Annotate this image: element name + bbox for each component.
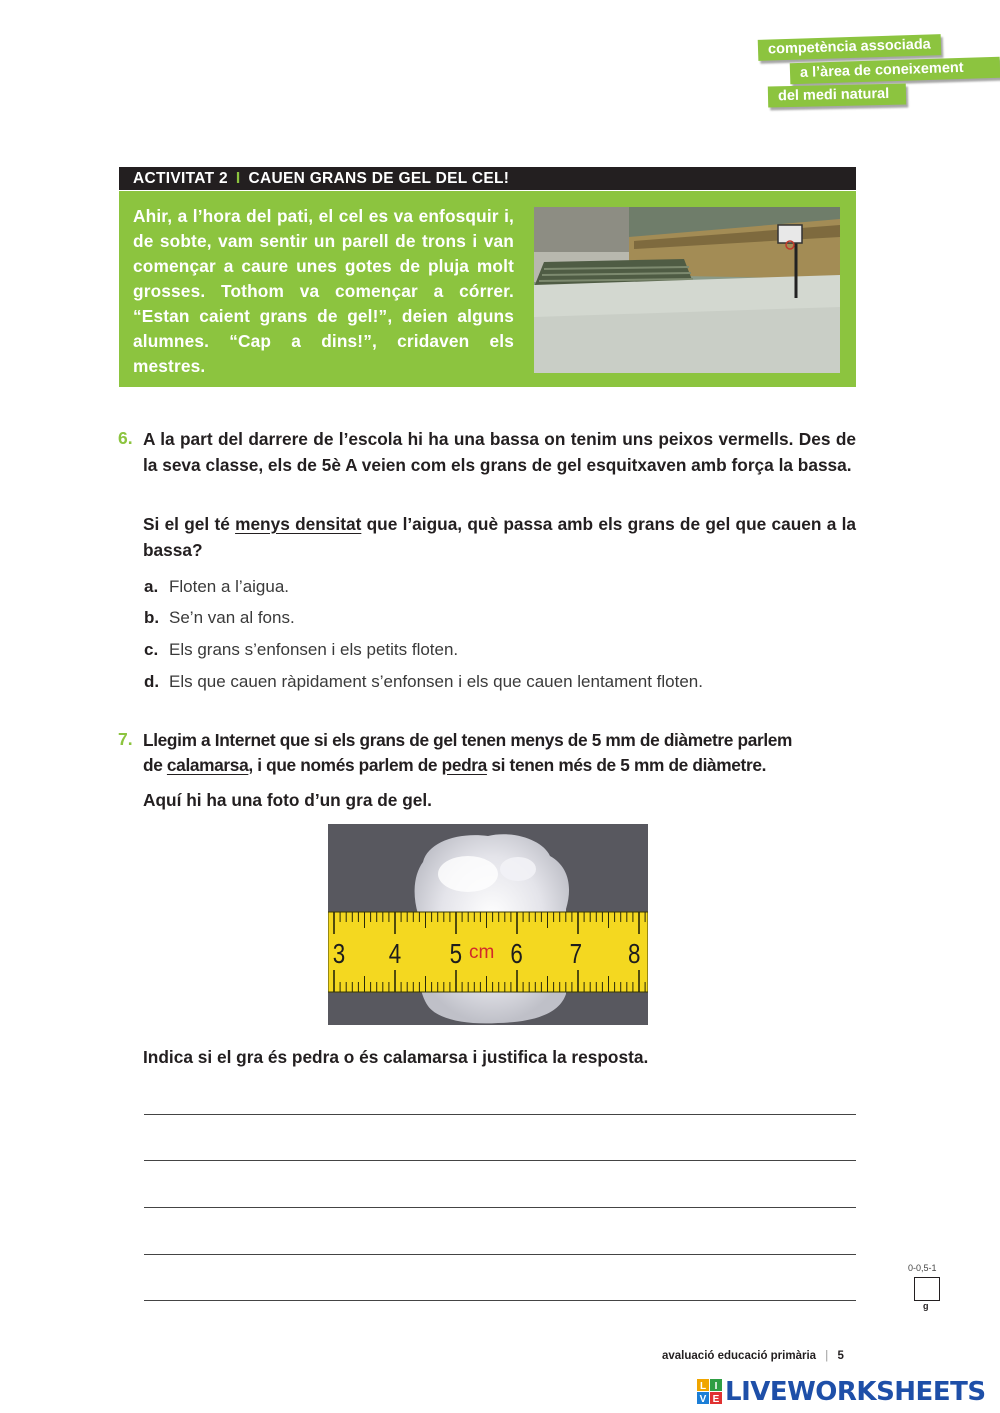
q7-pedra: pedra	[441, 755, 487, 775]
liveworksheets-icon-letter-e: E	[712, 1394, 720, 1405]
ruler-number-4: 4	[388, 938, 402, 970]
ruler-number-8: 8	[628, 938, 641, 970]
q7-calamarsa: calamarsa	[166, 755, 249, 775]
footer-page-number: 5	[837, 1350, 844, 1362]
score-label: g	[923, 1301, 929, 1311]
footer-divider: |	[825, 1350, 829, 1362]
liveworksheets-icon-letter-v: V	[699, 1394, 707, 1405]
activity-separator: I	[235, 170, 241, 187]
liveworksheets-icon-letter-i: I	[714, 1381, 718, 1392]
ruler-number-6: 6	[510, 938, 523, 970]
q6-option-d-text: Els que cauen ràpidament s’enfonsen i els que cauen lentament floten.	[169, 672, 703, 691]
hail-court-photo	[534, 207, 840, 373]
ruler-number-3: 3	[332, 938, 346, 970]
q6-option-c-letter: c.	[144, 640, 159, 659]
answer-line-3[interactable]	[144, 1207, 856, 1208]
answer-line-4[interactable]	[144, 1254, 856, 1255]
q6-option-a-letter: a.	[144, 577, 159, 596]
q7-line2-post: si tenen més de 5 mm de diàmetre.	[491, 755, 767, 775]
hailstone-ruler-photo	[328, 824, 648, 1025]
q6-question-post: que l’aigua, què passa amb els grans de gel que cauen a la bassa?	[143, 514, 856, 560]
q6-option-d[interactable]	[144, 672, 703, 692]
activity-number: ACTIVITAT 2	[133, 170, 228, 187]
competence-tag-line1: competència associada	[758, 34, 941, 61]
answer-line-1[interactable]	[144, 1114, 856, 1115]
q6-number: 6.	[118, 428, 133, 448]
ruler-number-5: 5	[449, 938, 463, 970]
q6-option-a-text: Floten a l’aigua.	[169, 577, 290, 596]
competence-tag-line3: del medi natural	[768, 84, 906, 108]
footer-text	[662, 1350, 844, 1362]
q6-statement: A la part del darrere de l’escola hi ha una bassa on tenim uns peixos vermells. Des de la seva classe, els de 5è A veien com els grans de gel esquitxaven amb força la bassa.	[143, 429, 856, 475]
q7-instruction: Indica si el gra és pedra o és calamarsa i justifica la resposta.	[143, 1047, 649, 1067]
q6-option-d-letter: d.	[144, 672, 160, 691]
footer-label: avaluació educació primària	[662, 1350, 817, 1362]
answer-line-2[interactable]	[144, 1160, 856, 1161]
ruler-number-7: 7	[569, 938, 583, 970]
q6-option-b-text: Se’n van al fons.	[169, 608, 295, 627]
score-box[interactable]	[914, 1277, 940, 1301]
liveworksheets-wordmark: LIVEWORKSHEETS	[725, 1377, 986, 1407]
q6-option-c-text: Els grans s’enfonsen i els petits floten.	[169, 640, 459, 659]
liveworksheets-logo	[697, 1377, 986, 1407]
q6-option-b[interactable]	[144, 608, 295, 628]
q7-line2-mid: , i que només parlem de	[248, 755, 438, 775]
q7-line2	[143, 753, 863, 779]
activity-intro-text: Ahir, a l’hora del pati, el cel es va enfosquir i, de sobte, vam sentir un parell de trons i van començar a caure unes gotes de pluja molt grosses. Tothom va començar a córrer. “Estan caient grans de gel!”, deien alguns alumnes. “Cap a dins!”, cridaven els mestres.	[133, 206, 514, 376]
ruler-unit: cm	[469, 942, 495, 963]
q6-option-b-letter: b.	[144, 608, 160, 627]
score-scale: 0-0,5-1	[908, 1263, 937, 1273]
activity-header	[119, 167, 856, 190]
q7-photo-caption: Aquí hi ha una foto d’un gra de gel.	[143, 790, 432, 810]
answer-line-5[interactable]	[144, 1300, 856, 1301]
q6-question	[143, 512, 856, 563]
q6-option-c[interactable]	[144, 640, 458, 660]
activity-title: CAUEN GRANS DE GEL DEL CEL!	[248, 170, 510, 187]
competence-tag-line2: a l’àrea de coneixement	[790, 57, 1000, 85]
q6-option-a[interactable]	[144, 577, 289, 597]
q7-line2-pre: de	[143, 755, 163, 775]
q6-question-underlined: menys densitat	[235, 514, 362, 534]
q7-number: 7.	[118, 729, 133, 749]
q6-question-pre: Si el gel té	[143, 514, 230, 534]
liveworksheets-grid-icon	[697, 1379, 723, 1405]
liveworksheets-icon-letter-l: L	[699, 1381, 707, 1392]
q7-line1: Llegim a Internet que si els grans de gel tenen menys de 5 mm de diàmetre parlem	[143, 730, 793, 750]
